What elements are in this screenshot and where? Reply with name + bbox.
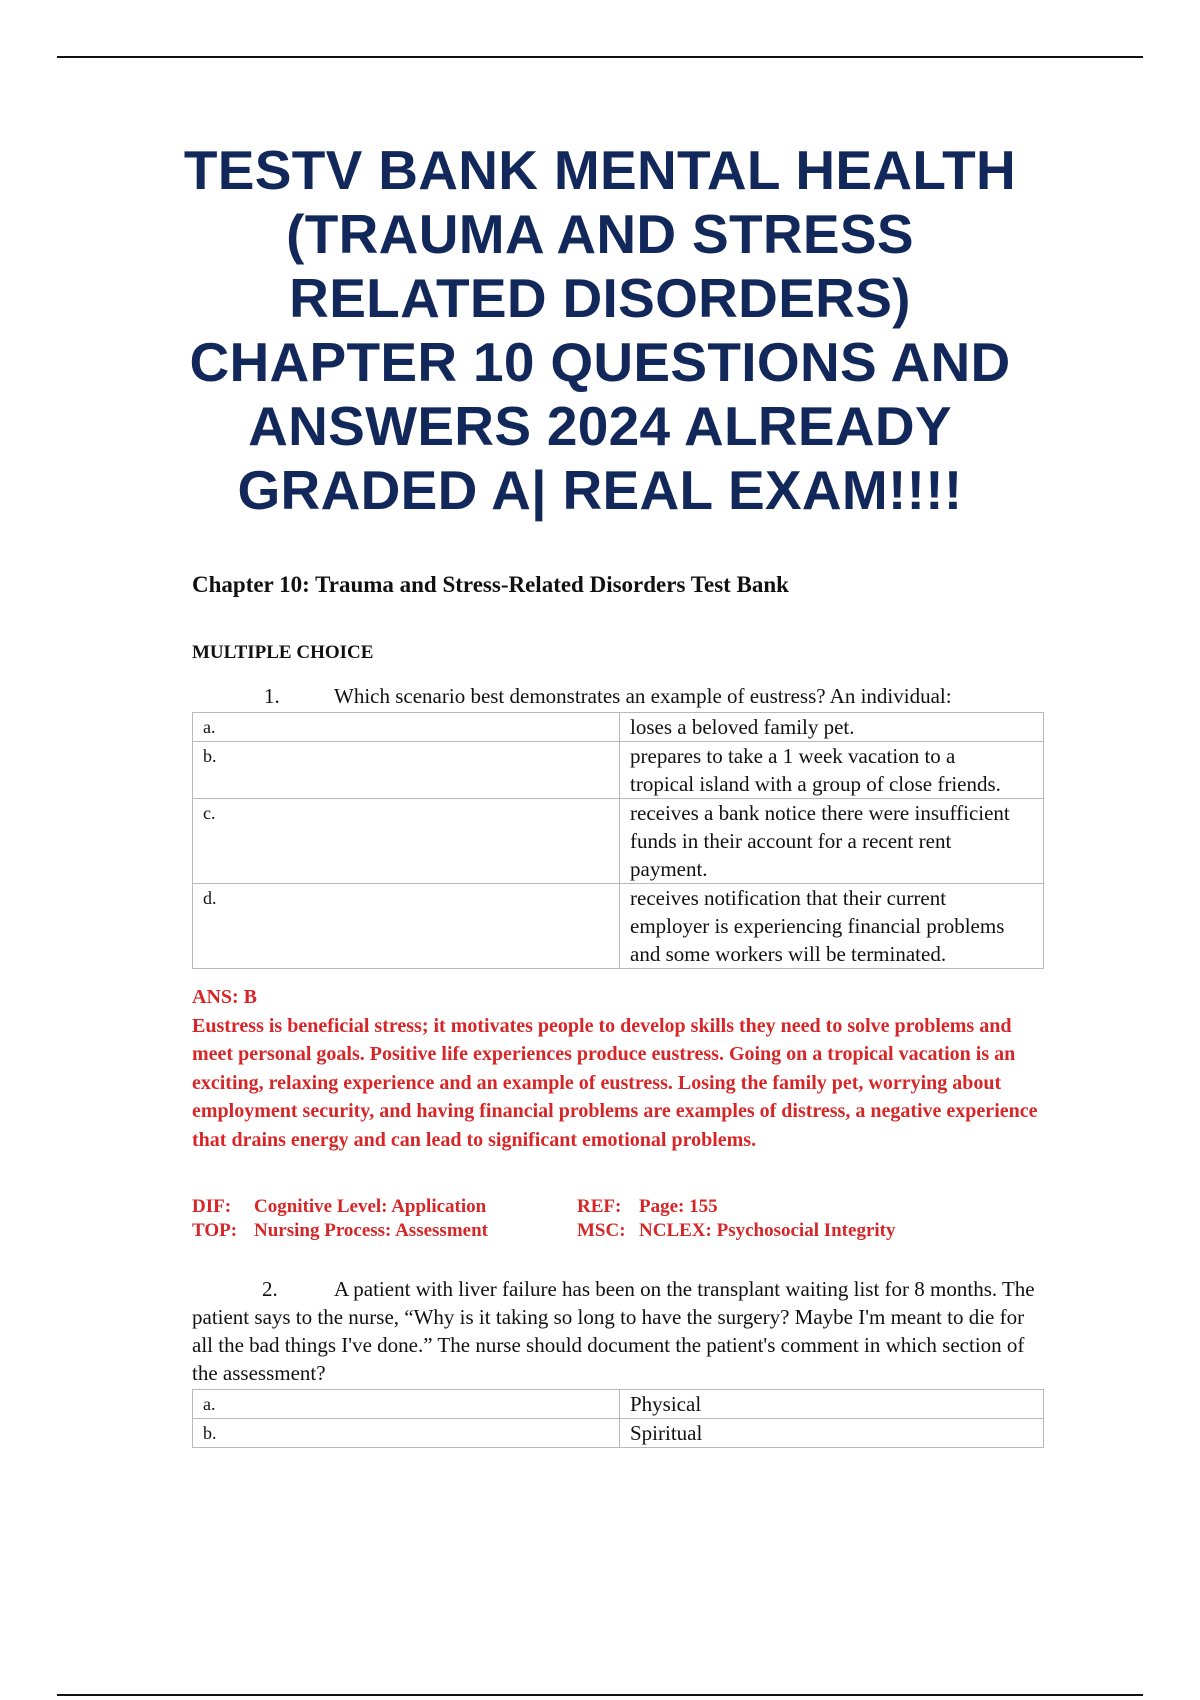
option-text: prepares to take a 1 week vacation to a tropical island with a group of close friends.: [620, 742, 1044, 799]
option-row: [193, 1389, 1044, 1418]
question-number: 1.: [264, 684, 280, 708]
title-line: TESTV BANK MENTAL HEALTH: [183, 139, 1017, 201]
option-letter: c.: [193, 799, 620, 884]
question-stem: [192, 1275, 1044, 1387]
option-row: [193, 1418, 1044, 1447]
meta-dif: [192, 1195, 577, 1219]
option-text: Spiritual: [620, 1418, 1044, 1447]
question-2: [192, 1275, 1044, 1448]
meta-msc: [577, 1219, 1044, 1243]
answer-key: ANS: B: [192, 986, 258, 1008]
meta-value: Cognitive Level: Application: [254, 1195, 487, 1217]
meta-value: Nursing Process: Assessment: [254, 1219, 488, 1241]
meta-value: Page: 155: [639, 1195, 718, 1217]
option-letter: b.: [193, 742, 620, 799]
option-text: receives notification that their current employer is experiencing financial problems and some workers will be terminated.: [620, 884, 1044, 969]
question-number: 2.: [262, 1276, 278, 1301]
option-letter: a.: [193, 713, 620, 742]
question-1: [192, 682, 1044, 1243]
meta-label: TOP:: [192, 1219, 238, 1241]
option-letter: d.: [193, 884, 620, 969]
meta-ref: [577, 1195, 1044, 1219]
meta-value: NCLEX: Psychosocial Integrity: [639, 1219, 896, 1241]
question-metadata: [192, 1195, 1044, 1243]
chapter-subtitle: Chapter 10: Trauma and Stress-Related Disorders Test Bank: [192, 572, 789, 597]
option-letter: a.: [193, 1389, 620, 1418]
option-text: receives a bank notice there were insufficient funds in their account for a recent rent payment.: [620, 799, 1044, 884]
question-text: A patient with liver failure has been on the transplant waiting list for 8 months. The patient says to the nurse, “Why is it taking so long to have the surgery? Maybe I'm meant to die for all the bad things I've done.” The nurse should document the patient's comment in which section of the assessment?: [192, 1276, 1035, 1385]
option-text: Physical: [620, 1389, 1044, 1418]
question-stem: [192, 682, 1044, 710]
document-title: [150, 138, 1050, 522]
answer-block: [192, 983, 1044, 1155]
top-rule: [57, 56, 1143, 58]
title-line: (TRAUMA AND STRESS: [286, 203, 914, 265]
title-line: ANSWERS 2024 ALREADY: [248, 395, 952, 457]
option-row: [193, 713, 1044, 742]
title-line: CHAPTER 10 QUESTIONS AND: [189, 331, 1011, 393]
option-row: [193, 742, 1044, 799]
options-table: [192, 712, 1044, 969]
meta-label: DIF:: [192, 1195, 232, 1217]
title-line: GRADED A| REAL EXAM!!!!: [237, 459, 963, 521]
option-letter: b.: [193, 1418, 620, 1447]
document-body: [192, 572, 1044, 1448]
option-text: loses a beloved family pet.: [620, 713, 1044, 742]
option-row: [193, 799, 1044, 884]
answer-rationale: Eustress is beneficial stress; it motivates people to develop skills they need to solve problems and meet personal goals. Positive life experiences produce eustress. Going on a tropical vacation is an exciting, relaxing experience and an example of eustress. Losing the family pet, worrying about employment security, and having financial problems are examples of distress, a negative experience that drains energy and can lead to significant emotional problems.: [192, 1014, 1038, 1151]
meta-label: MSC:: [577, 1219, 626, 1241]
options-table: [192, 1389, 1044, 1448]
bottom-rule: [57, 1694, 1143, 1696]
option-row: [193, 884, 1044, 969]
section-heading: MULTIPLE CHOICE: [192, 642, 374, 663]
meta-label: REF:: [577, 1195, 622, 1217]
question-text: Which scenario best demonstrates an example of eustress? An individual:: [334, 684, 952, 708]
meta-top: [192, 1219, 577, 1243]
title-line: RELATED DISORDERS): [289, 267, 911, 329]
